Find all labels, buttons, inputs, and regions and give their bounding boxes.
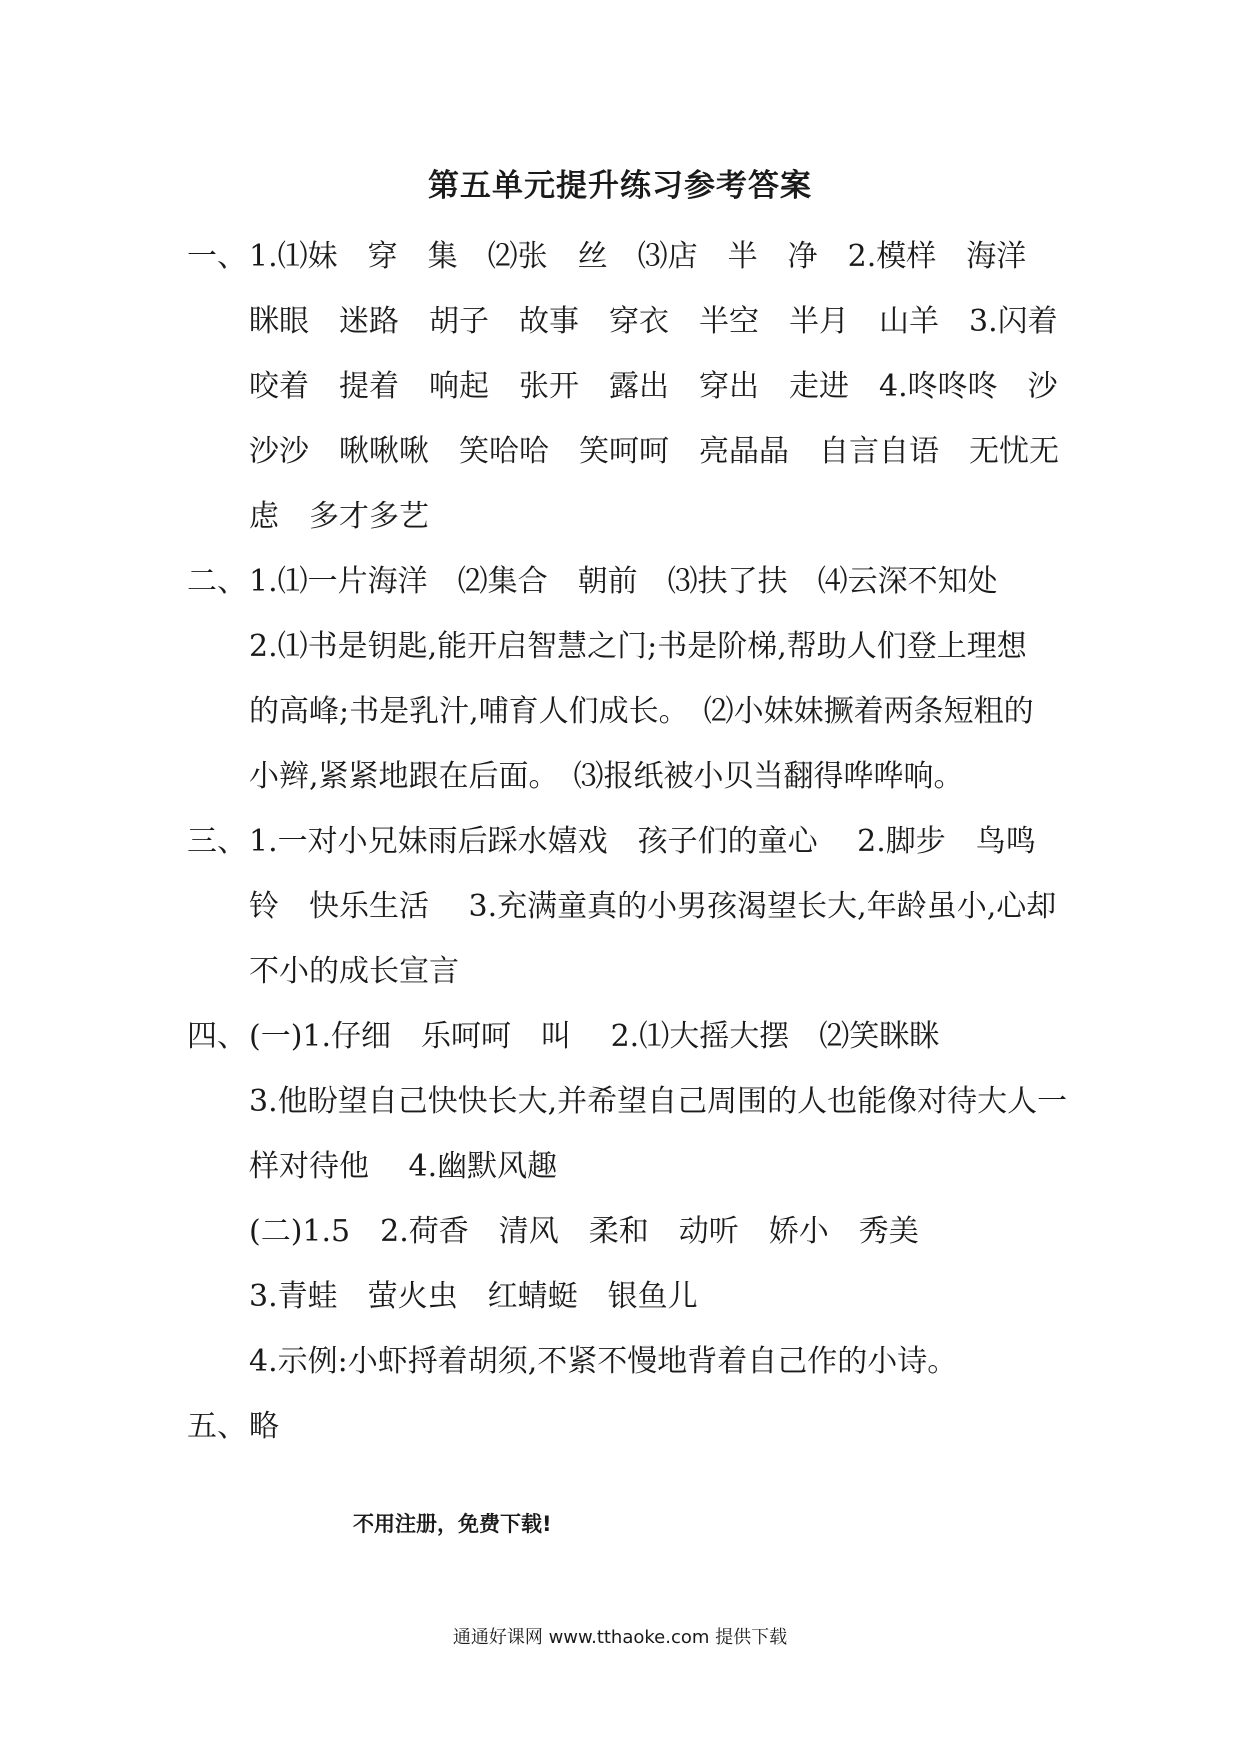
section-lines	[249, 549, 1067, 809]
answer-line: 咬着 提着 响起 张开 露出 穿出 走进 4.咚咚咚 沙	[249, 369, 1058, 404]
answer-line: (二)1.5 2.荷香 清风 柔和 动听 娇小 秀美	[249, 1214, 919, 1249]
section-label: 四、	[187, 1019, 247, 1054]
section-label: 一、	[187, 239, 247, 274]
answer-line: 的高峰;书是乳汁,哺育人们成长。 ⑵小妹妹撅着两条短粗的	[249, 694, 1034, 729]
answer-line: 1.一对小兄妹雨后踩水嬉戏 孩子们的童心 2.脚步 鸟鸣	[249, 824, 1036, 859]
answer-line: 3.他盼望自己快快长大,并希望自己周围的人也能像对待大人一	[249, 1084, 1068, 1119]
answer-line: 3.青蛙 萤火虫 红蜻蜓 银鱼儿	[249, 1279, 698, 1314]
answer-body	[187, 224, 1067, 1459]
section-label: 五、	[187, 1409, 247, 1444]
section-lines	[249, 224, 1067, 549]
section-2	[187, 549, 1067, 809]
section-4	[187, 1004, 1067, 1394]
answer-line: 1.⑴妹 穿 集 ⑵张 丝 ⑶店 半 净 2.模样 海洋	[249, 239, 1027, 274]
answer-line: 虑 多才多艺	[249, 499, 429, 534]
answer-line: 沙沙 啾啾啾 笑哈哈 笑呵呵 亮晶晶 自言自语 无忧无	[249, 434, 1059, 469]
answer-line: 样对待他 4.幽默风趣	[249, 1149, 558, 1184]
answer-line: (一)1.仔细 乐呵呵 叫 2.⑴大摇大摆 ⑵笑眯眯	[249, 1019, 940, 1054]
section-lines	[249, 1004, 1067, 1394]
section-5	[187, 1394, 1067, 1459]
download-notice: 不用注册，免费下载!	[353, 1512, 552, 1536]
answer-line: 不小的成长宣言	[249, 954, 459, 989]
answer-line: 4.示例:小虾捋着胡须,不紧不慢地背着自己作的小诗。	[249, 1344, 958, 1379]
section-label: 三、	[187, 824, 247, 859]
answer-line: 眯眼 迷路 胡子 故事 穿衣 半空 半月 山羊 3.闪着	[249, 304, 1058, 339]
section-lines	[249, 809, 1067, 1004]
section-1	[187, 224, 1067, 549]
page-footer: 通通好课网 www.tthaoke.com 提供下载	[452, 1627, 788, 1648]
section-lines	[249, 1394, 1067, 1459]
answer-line: 小辫,紧紧地跟在后面。 ⑶报纸被小贝当翻得哗哗响。	[249, 759, 964, 794]
answer-line: 略	[249, 1409, 279, 1444]
page-title: 第五单元提升练习参考答案	[428, 168, 812, 204]
section-3	[187, 809, 1067, 1004]
section-label: 二、	[187, 564, 247, 599]
answer-line: 铃 快乐生活 3.充满童真的小男孩渴望长大,年龄虽小,心却	[249, 889, 1057, 924]
answer-line: 2.⑴书是钥匙,能开启智慧之门;书是阶梯,帮助人们登上理想	[249, 629, 1027, 664]
answer-line: 1.⑴一片海洋 ⑵集合 朝前 ⑶扶了扶 ⑷云深不知处	[249, 564, 998, 599]
